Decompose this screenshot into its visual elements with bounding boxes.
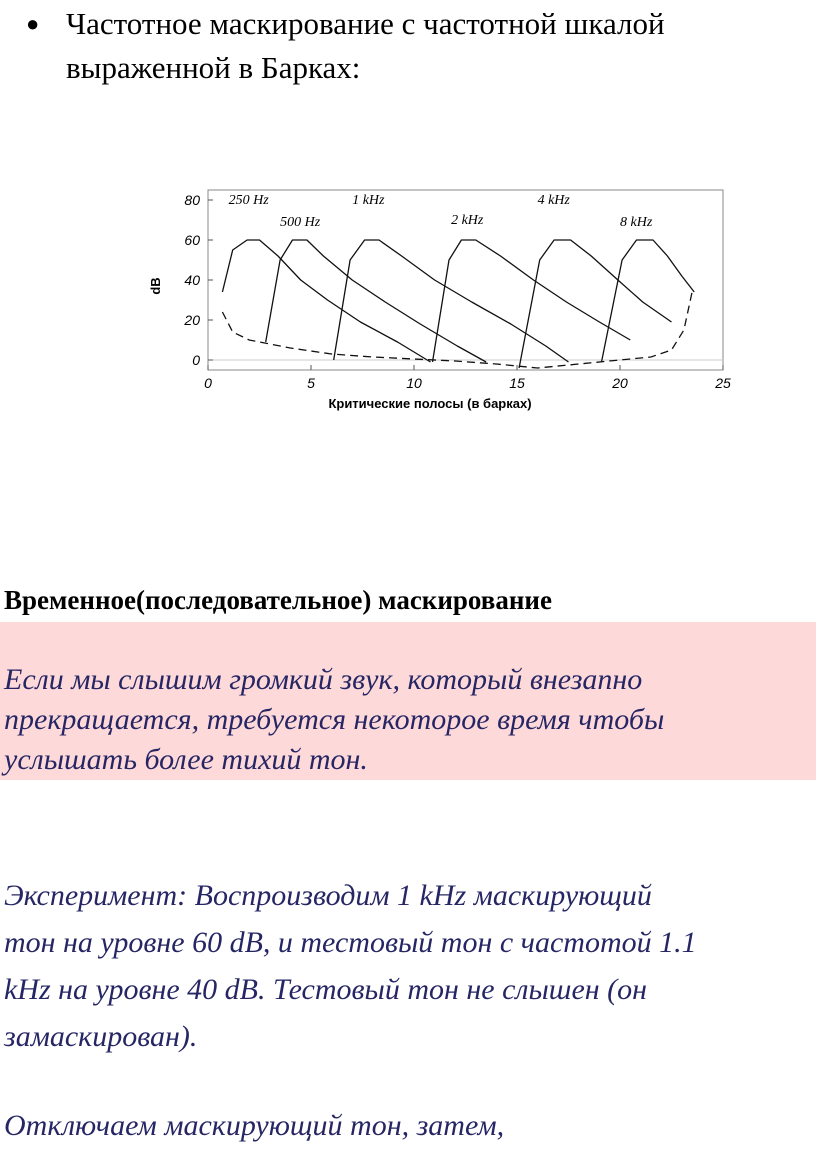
highlight-text <box>4 660 804 780</box>
experiment-text <box>4 872 804 1060</box>
y-tick-label: 80 <box>184 192 200 208</box>
bullet-text <box>66 2 806 90</box>
x-axis-label: Критические полосы (в барках) <box>328 396 532 411</box>
bullet-line-1: Частотное маскирование с частотной шкалой <box>66 6 665 41</box>
masking-chart-svg <box>140 180 740 415</box>
x-tick-label: 15 <box>509 375 525 391</box>
x-tick-label: 20 <box>612 375 628 391</box>
x-tick-label: 0 <box>204 375 212 391</box>
bullet-dot: ● <box>26 11 40 36</box>
bullet-line-2: выраженной в Барках: <box>66 50 361 85</box>
highlight-line-1: Если мы слышим громкий звук, который внезапно <box>4 663 643 696</box>
experiment-line-3: kHz на уровне 40 dB. Тестовый тон не слышен (он <box>4 973 648 1006</box>
curve-label-4-khz: 4 kHz <box>537 193 570 208</box>
curve-label-250-hz: 250 Hz <box>228 193 269 208</box>
masking-chart <box>140 180 740 415</box>
x-tick-label: 5 <box>307 375 315 391</box>
experiment-line-1: Эксперимент: Воспроизводим 1 kHz маскирующий <box>4 879 652 912</box>
threshold-curve <box>222 292 692 368</box>
y-tick-label: 40 <box>184 272 200 288</box>
section-heading: Временное(последовательное) маскирование <box>4 585 552 615</box>
masking-curve-500-hz <box>266 240 486 362</box>
curve-label-500-hz: 500 Hz <box>280 215 321 230</box>
masking-curve-4-khz <box>519 240 671 368</box>
experiment-line-4: замаскирован). <box>4 1020 198 1053</box>
y-axis-label: dB <box>148 277 163 295</box>
experiment-line-2: тон на уровне 60 dB, и тестовый тон с частотой 1.1 <box>4 926 697 959</box>
masking-curve-1-khz <box>334 240 569 362</box>
y-tick-label: 60 <box>184 232 200 248</box>
curve-label-1-khz: 1 kHz <box>352 193 385 208</box>
final-text: Отключаем маскирующий тон, затем, <box>4 1109 505 1142</box>
curve-label-2-khz: 2 kHz <box>451 213 484 228</box>
x-tick-label: 25 <box>715 375 731 391</box>
y-tick-label: 20 <box>184 312 200 328</box>
highlight-line-2: прекращается, требуется некоторое время чтобы <box>4 703 665 736</box>
curve-label-8-khz: 8 kHz <box>620 215 653 230</box>
highlight-line-3: услышать более тихий тон. <box>4 743 368 776</box>
x-tick-label: 10 <box>406 375 422 391</box>
masking-curve-8-khz <box>602 240 695 362</box>
y-tick-label: 0 <box>192 352 200 368</box>
